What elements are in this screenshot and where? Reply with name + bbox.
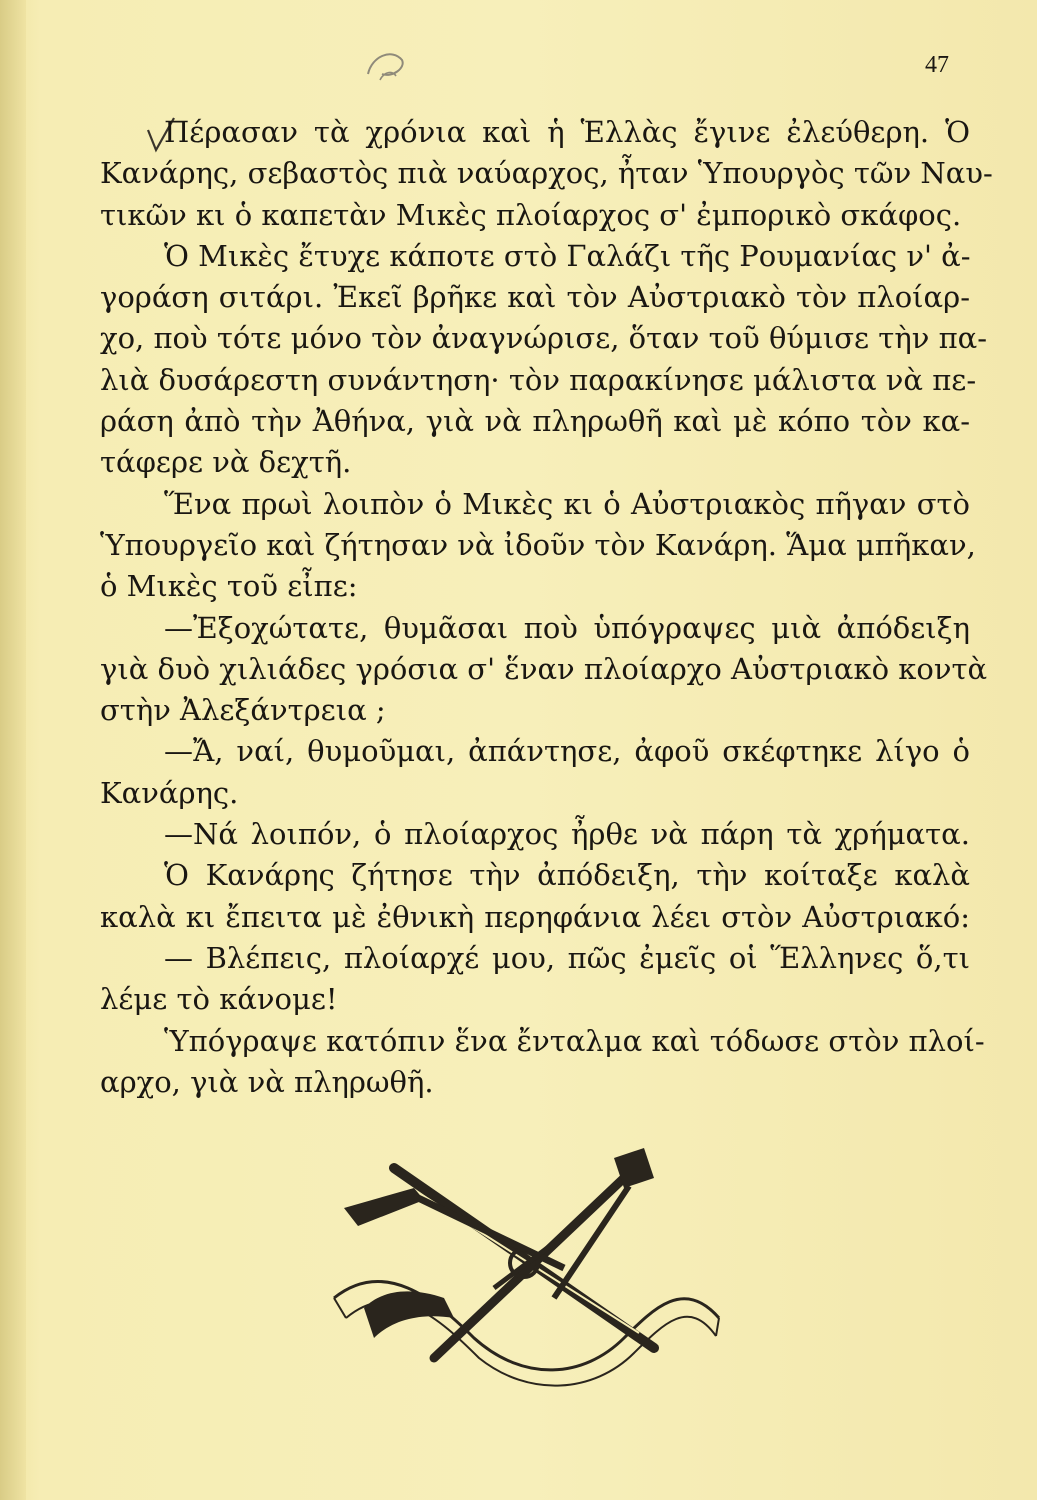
text-line: γοράση σιτάρι. Ἐκεῖ βρῆκε καὶ τὸν Αὐστριακὸ τὸν πλοίαρ-: [100, 280, 970, 315]
text-line: Πέρασαν τὰ χρόνια καὶ ἡ Ἑλλὰς ἔγινε ἐλεύθερη. Ὁ: [164, 115, 970, 149]
text-line: καλὰ κι ἔπειτα μὲ ἐθνικὴ περηφάνια λέει στὸν Αὐστριακό:: [100, 899, 970, 934]
text-line: λιὰ δυσάρεστη συνάντηση· τὸν παρακίνησε μάλιστα νὰ πε-: [100, 362, 977, 397]
text-line: Ἕνα πρωὶ λοιπὸν ὁ Μικὲς κι ὁ Αὐστριακὸς πῆγαν στὸ: [164, 486, 970, 521]
text-line: —Ἄ, ναί, θυμοῦμαι, ἀπάντησε, ἀφοῦ σκέφτηκε λίγο ὁ: [164, 734, 970, 769]
text-line: ράση ἀπὸ τὴν Ἀθήνα, γιὰ νὰ πληρωθῆ καὶ μὲ κόπο τὸν κα-: [100, 404, 970, 439]
text-line: Ὑπουργεῖο καὶ ζήτησαν νὰ ἰδοῦν τὸν Κανάρη. Ἅμα μπῆκαν,: [100, 527, 976, 562]
body-text: [100, 112, 993, 1103]
text-line: —Νά λοιπόν, ὁ πλοίαρχος ἦρθε νὰ πάρη τὰ χρήματα.: [164, 817, 970, 852]
text-line: στὴν Ἀλεξάντρεια ;: [100, 693, 386, 728]
book-spine-edge: [0, 0, 26, 1500]
crossed-weapons-ornament-icon: [324, 1148, 724, 1412]
text-line: —Ἐξοχώτατε, θυμᾶσαι ποὺ ὑπόγραψες μιὰ ἀπόδειξη: [164, 610, 970, 645]
text-line: χο, ποὺ τότε μόνο τὸν ἀναγνώρισε, ὅταν τοῦ θύμισε τὴν πα-: [100, 321, 988, 356]
text-line: — Βλέπεις, πλοίαρχέ μου, πῶς ἐμεῖς οἱ Ἕλληνες ὅ,τι: [164, 940, 970, 975]
pencil-scribble-icon: [362, 44, 412, 92]
text-line: τικῶν κι ὁ καπετὰν Μικὲς πλοίαρχος σ' ἐμπορικὸ σκάφος.: [100, 197, 962, 232]
text-line: Κανάρης, σεβαστὸς πιὰ ναύαρχος, ἦταν Ὑπουργὸς τῶν Ναυ-: [100, 156, 993, 191]
text-line: τάφερε νὰ δεχτῆ.: [100, 445, 352, 480]
text-line: Ὑπόγραψε κατόπιν ἕνα ἔνταλμα καὶ τόδωσε στὸν πλοί-: [164, 1023, 985, 1058]
text-line: ὁ Μικὲς τοῦ εἶπε:: [100, 569, 358, 604]
text-line: αρχο, γιὰ νὰ πληρωθῆ.: [100, 1064, 434, 1099]
text-line: λέμε τὸ κάνομε!: [100, 982, 338, 1017]
text-line: Κανάρης.: [100, 775, 239, 810]
text-line: γιὰ δυὸ χιλιάδες γρόσια σ' ἕναν πλοίαρχο Αὐστριακὸ κοντὰ: [100, 651, 988, 686]
text-line: Ὁ Μικὲς ἔτυχε κάποτε στὸ Γαλάζι τῆς Ρουμανίας ν' ἀ-: [164, 238, 971, 273]
text-line: Ὁ Κανάρης ζήτησε τὴν ἀπόδειξη, τὴν κοίταξε καλὰ: [164, 858, 970, 893]
page-number: 47: [925, 52, 949, 78]
